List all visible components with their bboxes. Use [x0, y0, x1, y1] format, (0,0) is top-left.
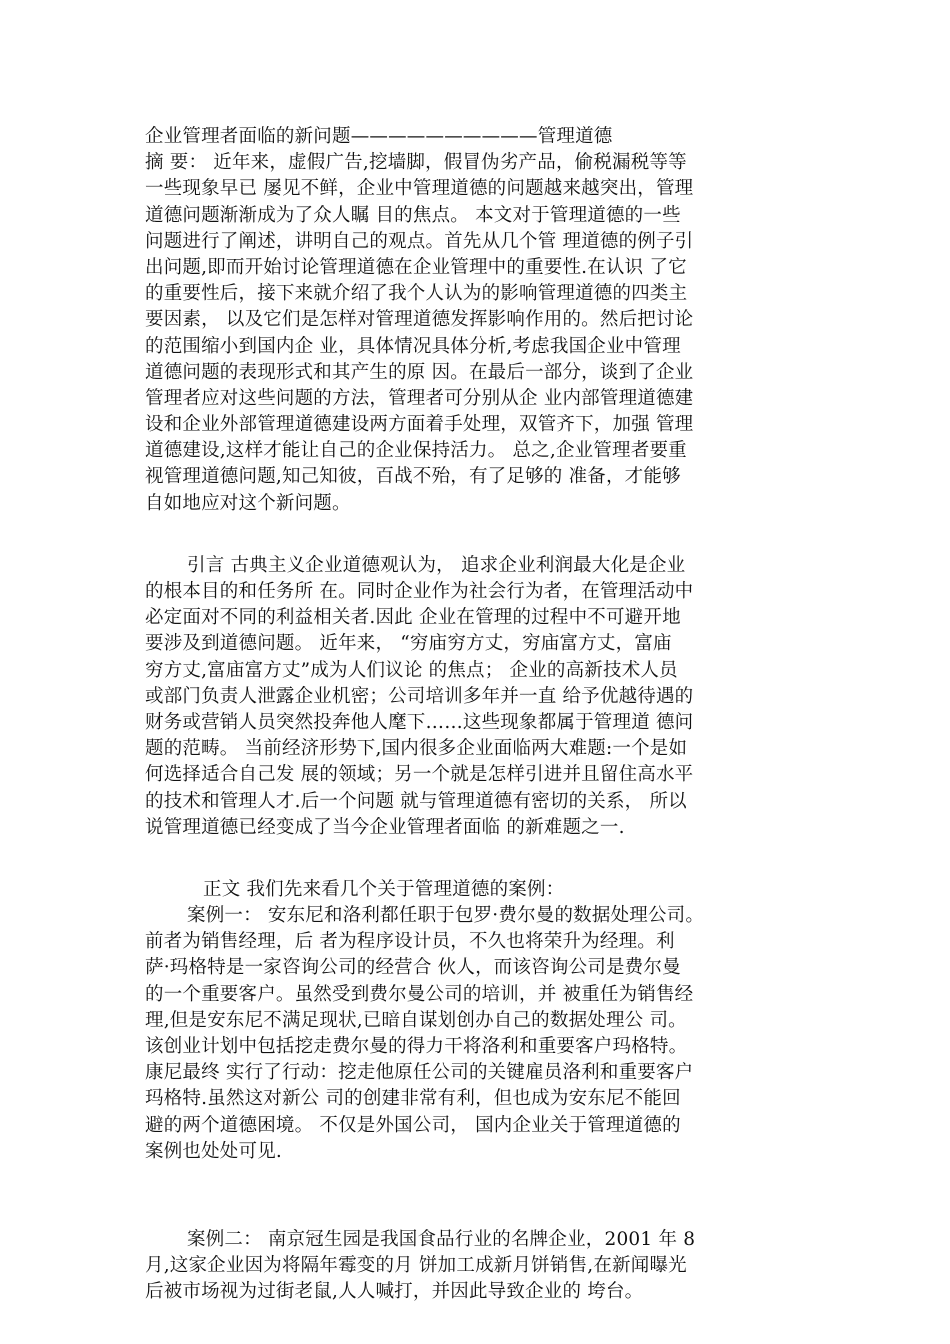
case1-line: 前者为销售经理，后 者为程序设计员，不久也将荣升为经理。利 — [145, 931, 675, 953]
case2-section — [145, 1227, 810, 1306]
intro-line: 的技术和管理人才.后一个问题 就与管理道德有密切的关系， 所以 — [145, 790, 687, 812]
case1-line: 避的两个道德困境。 不仅是外国公司， 国内企业关于管理道德的 — [145, 1114, 681, 1136]
abstract-line: 道德建设,这样才能让自己的企业保持活力。 总之,企业管理者要重 — [145, 440, 687, 462]
intro-line: 财务或营销人员突然投奔他人麾下……这些现象都属于管理道 德问 — [145, 711, 694, 733]
document-title: 企业管理者面临的新问题——————————管理道德 — [145, 126, 613, 147]
abstract-line: 的重要性后，接下来就介绍了我个人认为的影响管理道德的四类主 — [145, 283, 688, 305]
abstract-line: 道德问题渐渐成为了众人瞩 目的焦点。 本文对于管理道德的一些 — [145, 204, 681, 226]
abstract-line: 视管理道德问题,知己知彼，百战不殆，有了足够的 准备，才能够 — [145, 466, 681, 488]
case1-line: 该创业计划中包括挖走费尔曼的得力干将洛利和重要客户玛格特。 — [145, 1036, 688, 1057]
case1-line: 理,但是安东尼不满足现状,已暗自谋划创办自己的数据处理公 司。 — [145, 1009, 687, 1031]
abstract-line: 一些现象早已 屡见不鲜，企业中管理道德的问题越来越突出，管理 — [145, 178, 694, 200]
abstract-line: 摘 要： 近年来，虚假广告,挖墙脚，假冒伪劣产品，偷税漏税等等 — [145, 152, 687, 174]
case1-line: 玛格特.虽然这对新公 司的创建非常有利，但也成为安东尼不能回 — [145, 1088, 681, 1110]
abstract-line: 管理者应对这些问题的方法，管理者可分别从企 业内部管理道德建 — [145, 387, 694, 409]
case1-line: 的一个重要客户。虽然受到费尔曼公司的培训，并 被重任为销售经 — [145, 983, 694, 1005]
abstract-line: 出问题,即而开始讨论管理道德在企业管理中的重要性.在认识 了它 — [145, 256, 687, 278]
intro-section — [145, 553, 810, 841]
intro-line: 说管理道德已经变成了当今企业管理者面临 的新难题之一. — [145, 816, 625, 838]
document-page — [145, 124, 810, 1306]
body-section — [145, 877, 810, 1165]
intro-line: 必定面对不同的利益相关者.因此 企业在管理的过程中不可避开地 — [145, 607, 681, 629]
abstract-line: 要因素， 以及它们是怎样对管理道德发挥影响作用的。然后把讨论 — [145, 309, 694, 331]
abstract-line: 的范围缩小到国内企 业，具体情况具体分析,考虑我国企业中管理 — [145, 335, 681, 357]
case2-line: 月,这家企业因为将隔年霉变的月 饼加工成新月饼销售,在新闻曝光 — [145, 1255, 687, 1277]
case2-line: 后被市场视为过街老鼠,人人喊打，并因此导致企业的 垮台。 — [145, 1281, 644, 1303]
case1-line: 康尼最终 实行了行动：挖走他原任公司的关键雇员洛利和重要客户 — [145, 1062, 694, 1084]
case1-line: 案例也处处可见. — [145, 1140, 282, 1162]
case2-line: 案例二： 南京冠生园是我国食品行业的名牌企业，2001 年 8 — [187, 1228, 696, 1250]
intro-line: 何选择适合自己发 展的领域；另一个就是怎样引进并且留住高水平 — [145, 764, 694, 786]
abstract-line: 自如地应对这个新问题。 — [145, 492, 351, 514]
abstract-line: 设和企业外部管理道德建设两方面着手处理，双管齐下，加强 管理 — [145, 414, 694, 436]
body-heading: 正文 我们先来看几个关于管理道德的案例： — [203, 878, 565, 900]
intro-line: 或部门负责人泄露企业机密；公司培训多年并一直 给予优越待遇的 — [145, 685, 694, 707]
case1-line: 萨·玛格特是一家咨询公司的经营合 伙人，而该咨询公司是费尔曼 — [145, 957, 681, 979]
intro-line: 要涉及到道德问题。 近年来， “穷庙穷方丈，穷庙富方丈，富庙 — [145, 633, 672, 655]
case1-line: 案例一： 安东尼和洛利都任职于包罗·费尔曼的数据处理公司。 — [187, 905, 705, 927]
intro-line: 题的范畴。 当前经济形势下,国内很多企业面临两大难题:一个是如 — [145, 738, 688, 760]
abstract-section — [145, 150, 810, 517]
intro-line: 引言 古典主义企业道德观认为， 追求企业利润最大化是企业 — [187, 554, 686, 576]
abstract-line: 问题进行了阐述，讲明自己的观点。首先从几个管 理道德的例子引 — [145, 230, 694, 252]
intro-line: 的根本目的和任务所 在。同时企业作为社会行为者，在管理活动中 — [145, 581, 694, 602]
abstract-line: 道德问题的表现形式和其产生的原 因。在最后一部分，谈到了企业 — [145, 361, 694, 383]
intro-line: 穷方丈,富庙富方丈”成为人们议论 的焦点； 企业的高新技术人员 — [145, 659, 678, 681]
